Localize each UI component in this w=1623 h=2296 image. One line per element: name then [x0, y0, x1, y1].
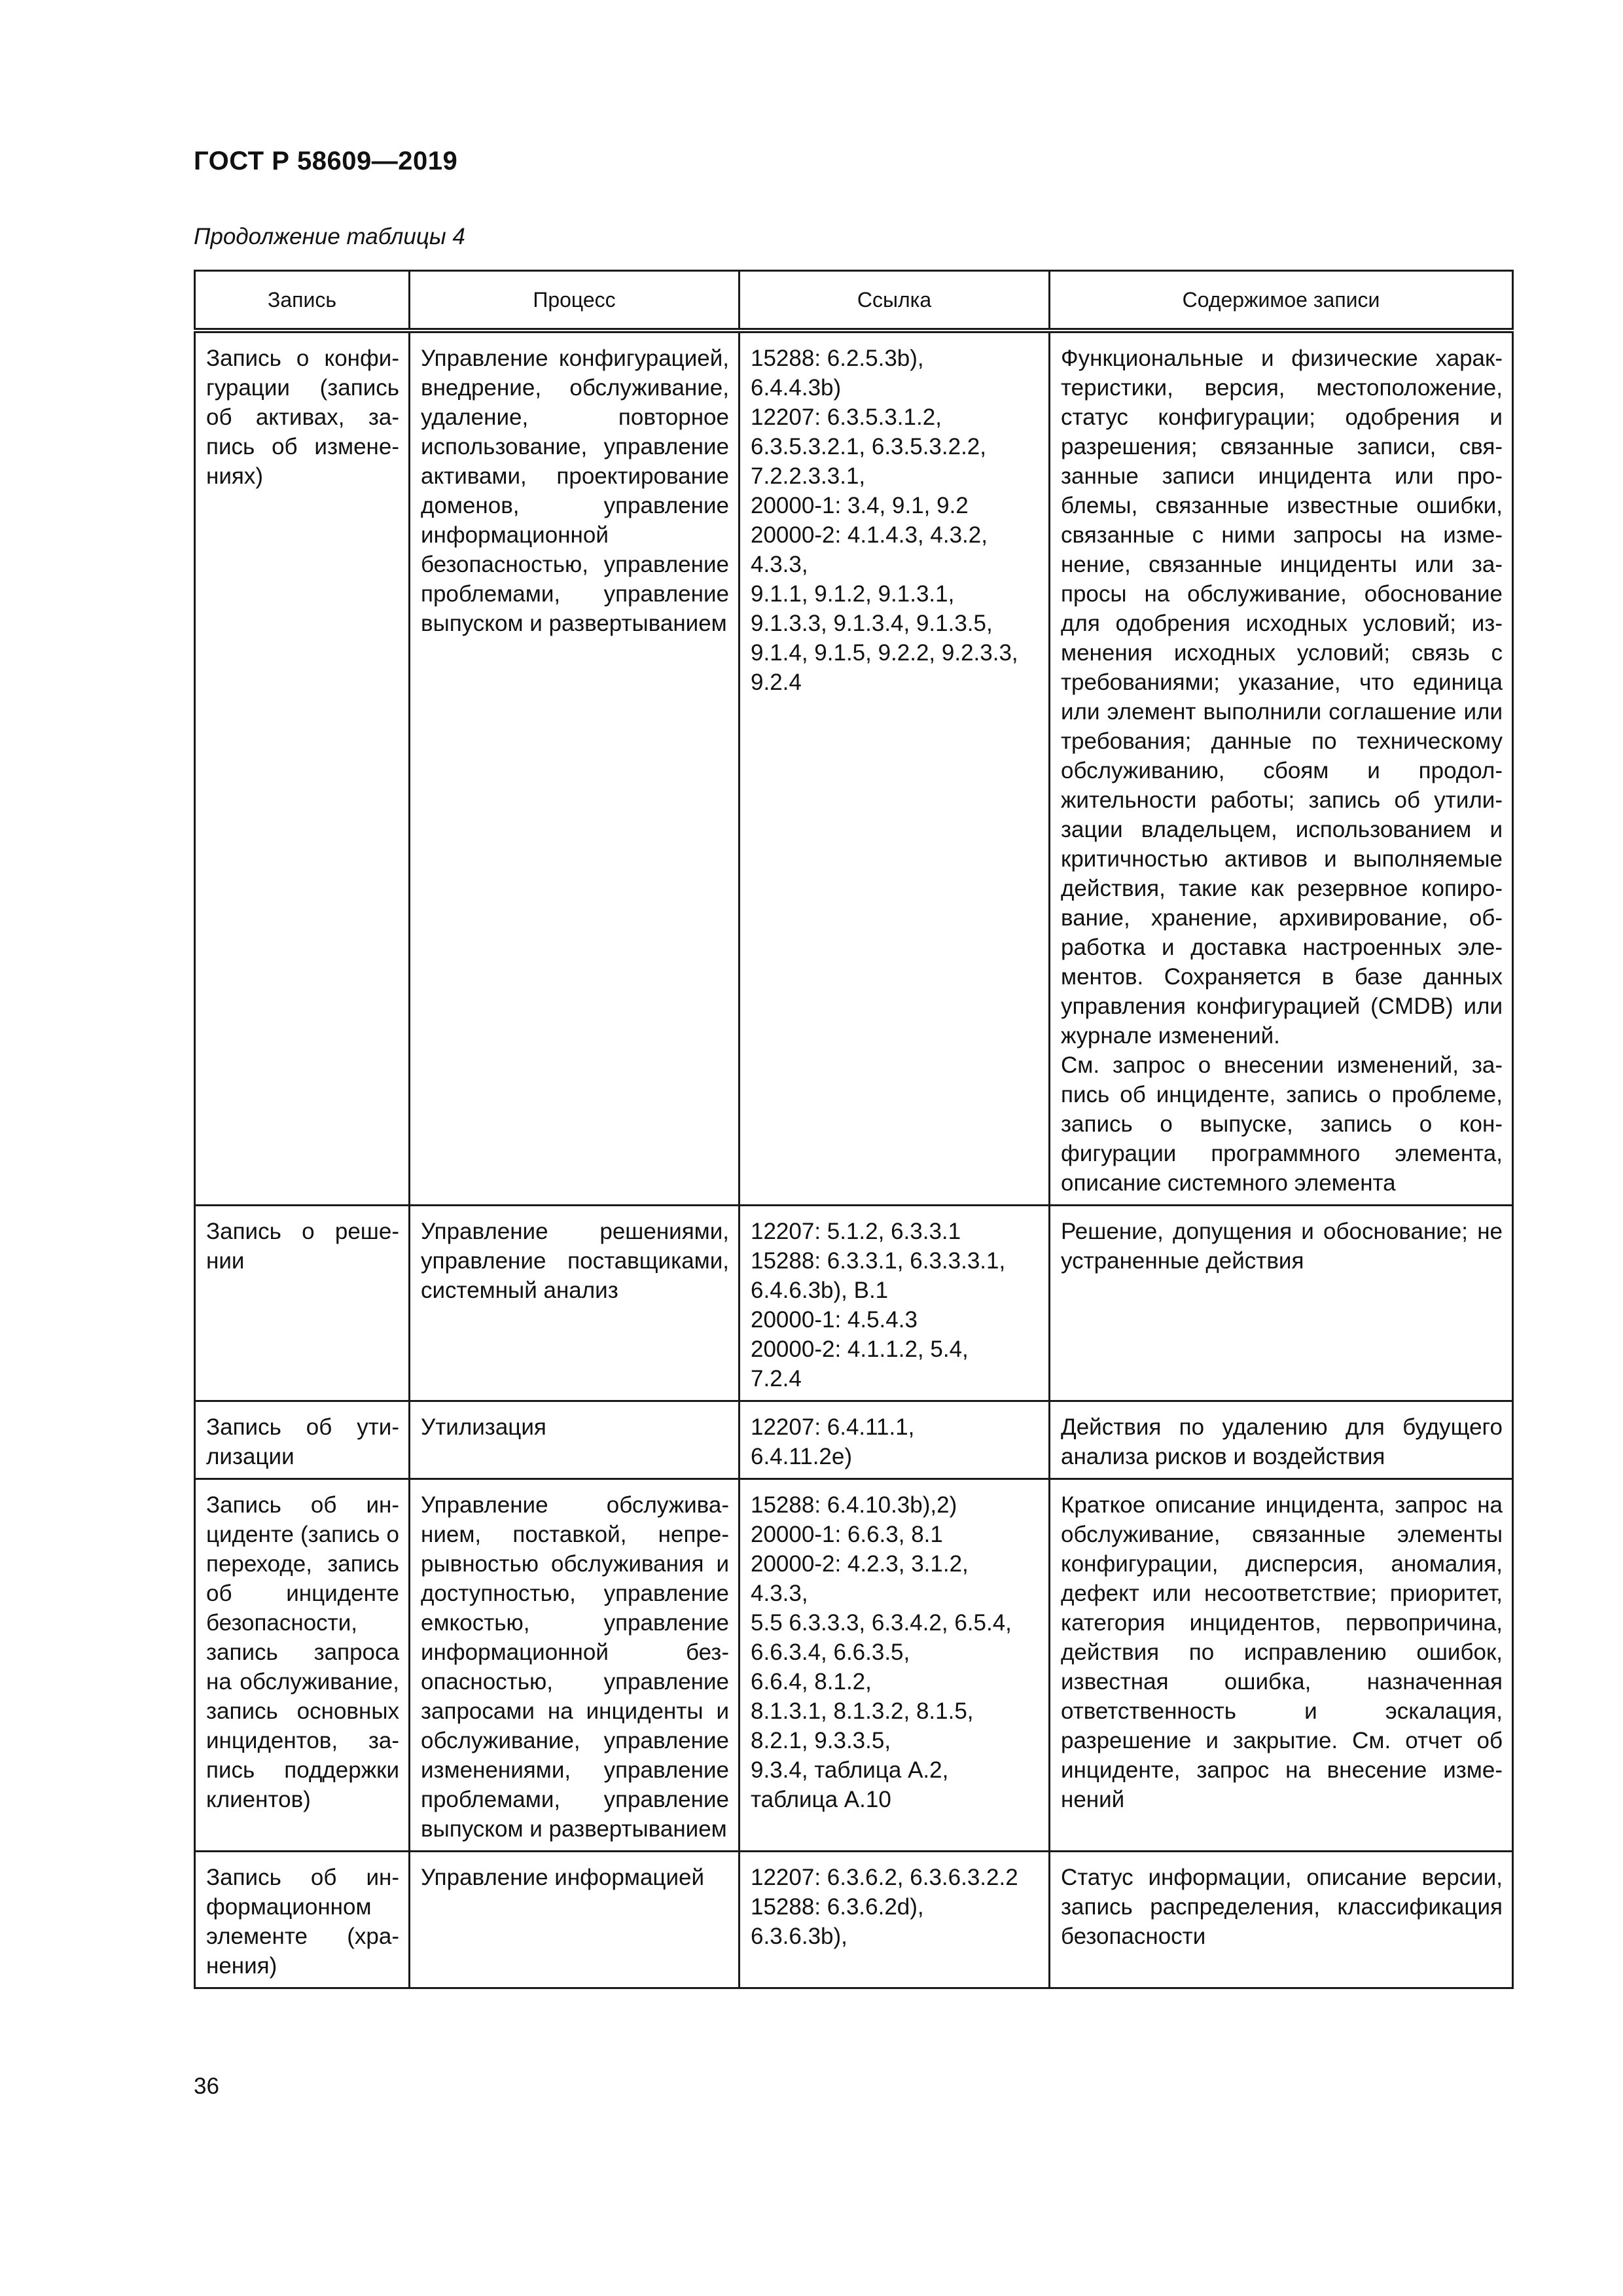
reference-line: 6.6.3.4, 6.6.3.5, [751, 1640, 910, 1665]
process-cell: Управление решениями, управление поставщиками, системный анализ [410, 1206, 740, 1401]
reference-line: 6.4.4.3b) [751, 375, 842, 401]
table-row [195, 331, 1513, 1206]
reference-cell [740, 1206, 1050, 1401]
reference-line: таблица А.10 [751, 1787, 891, 1812]
reference-line: 12207: 6.3.5.3.1.2, [751, 404, 942, 430]
reference-line: 9.1.4, 9.1.5, 9.2.2, 9.2.3.3, [751, 640, 1018, 666]
reference-cell [740, 1401, 1050, 1479]
table-row [195, 1852, 1513, 1988]
standard-id: ГОСТ Р 58609—2019 [194, 147, 458, 175]
reference-line: 9.1.3.3, 9.1.3.4, 9.1.3.5, [751, 611, 993, 636]
process-cell: Управление конфигурацией, внедрение, обслуживание, удаление, повторное использование, управление активами, проектирование доменов, управление информационной безопасностью, управление проблемами, управление выпуском и развертыванием [410, 331, 740, 1206]
reference-line: 9.1.1, 9.1.2, 9.1.3.1, [751, 581, 955, 607]
reference-cell [740, 1852, 1050, 1988]
content-cell: Статус информации, описание версии, запись распределения, классификация безопасности [1050, 1852, 1513, 1988]
reference-line: 4.3.3, [751, 1581, 808, 1606]
table-header-row [195, 271, 1513, 331]
reference-line: 20000-1: 3.4, 9.1, 9.2 [751, 493, 969, 518]
reference-line: 6.4.11.2e) [751, 1444, 853, 1469]
table-caption: Продолжение таблицы 4 [194, 224, 465, 249]
reference-line: 7.2.2.3.3.1, [751, 463, 866, 489]
process-cell: Утилизация [410, 1401, 740, 1479]
table-row [195, 1479, 1513, 1852]
content-cell [1050, 331, 1513, 1206]
reference-line: 6.6.4, 8.1.2, [751, 1669, 872, 1695]
table-row [195, 1401, 1513, 1479]
reference-line: 20000-2: 4.1.4.3, 4.3.2, [751, 522, 988, 548]
reference-line: 6.3.5.3.2.1, 6.3.5.3.2.2, [751, 434, 986, 459]
reference-line: 6.4.6.3b), B.1 [751, 1278, 889, 1303]
reference-line: 15288: 6.2.5.3b), [751, 346, 924, 371]
record-cell: Запись об утилизации [195, 1401, 410, 1479]
reference-line: 5.5 6.3.3.3, 6.3.4.2, 6.5.4, [751, 1610, 1012, 1636]
reference-line: 20000-1: 4.5.4.3 [751, 1307, 918, 1333]
record-cell: Запись о решении [195, 1206, 410, 1401]
record-cell: Запись об информационном элементе (хранения) [195, 1852, 410, 1988]
reference-line: 4.3.3, [751, 552, 808, 577]
reference-line: 9.3.4, таблица А.2, [751, 1757, 949, 1783]
record-cell: Запись об инциденте (запись о переходе, запись об инциденте безопасности, запись запроса на обслуживание, запись основных инцидентов, запись поддержки клиентов) [195, 1479, 410, 1852]
content-cell: Действия по удалению для будущего анализа рисков и воздействия [1050, 1401, 1513, 1479]
reference-line: 15288: 6.3.6.2d), [751, 1894, 924, 1920]
reference-line: 8.1.3.1, 8.1.3.2, 8.1.5, [751, 1698, 974, 1724]
reference-line: 8.2.1, 9.3.3.5, [751, 1728, 891, 1753]
process-cell: Управление информацией [410, 1852, 740, 1988]
reference-line: 9.2.4 [751, 670, 802, 695]
column-header-record: Запись [195, 271, 410, 331]
reference-line: 20000-2: 4.2.3, 3.1.2, [751, 1551, 969, 1577]
reference-line: 15288: 6.4.10.3b),2) [751, 1492, 957, 1518]
reference-line: 12207: 5.1.2, 6.3.3.1 [751, 1219, 961, 1244]
column-header-reference: Ссылка [740, 271, 1050, 331]
reference-line: 20000-2: 4.1.1.2, 5.4, [751, 1336, 969, 1362]
records-table [194, 270, 1514, 1989]
process-cell: Управление обслуживанием, поставкой, непрерывностью обслуживания и доступностью, управление емкостью, управление информационной безопасностью, управление запросами на инциденты и обслуживание, управление изменениями, управление проблемами, управление выпуском и развертыванием [410, 1479, 740, 1852]
record-cell: Запись о конфигурации (запись об активах, запись об изменениях) [195, 331, 410, 1206]
reference-line: 12207: 6.3.6.2, 6.3.6.3.2.2 [751, 1865, 1018, 1890]
column-header-content: Содержимое записи [1050, 271, 1513, 331]
content-cell: Краткое описание инцидента, запрос на обслуживание, связанные элементы конфигурации, дисперсия, аномалия, дефект или несоответствие; приоритет, категория инцидентов, первопричина, действия по исправлению ошибок, известная ошибка, назначенная ответственность и эскалация, разрешение и закрытие. См. отчет об инциденте, запрос на внесение изменений [1050, 1479, 1513, 1852]
reference-line: 7.2.4 [751, 1366, 802, 1391]
content-note: См. запрос о внесении изменений, запись об инциденте, запись о проблеме, запись о выпуске, запись о конфигурации программного элемента, описание системного элемента [1061, 1052, 1503, 1196]
page-number: 36 [194, 2073, 219, 2099]
content-cell: Решение, допущения и обоснование; не устраненные действия [1050, 1206, 1513, 1401]
table-row [195, 1206, 1513, 1401]
column-header-process: Процесс [410, 271, 740, 331]
content-text: Функциональные и физические характеристики, версия, местоположение, статус конфигурации; одобрения и разрешения; связанные записи, связанные записи инцидента или проблемы, связанные известные ошибки, связанные с ними запросы на изменение, связанные инциденты или запросы на обслуживание, обоснование для одобрения исходных условий; изменения исходных условий; связь с требованиями; указание, что единица или элемент выполнили соглашение или требования; данные по техническому обслуживанию, сбоям и продолжительности работы; запись об утилизации владельцем, использованием и критичностью активов и выполняемые действия, такие как резервное копирование, хранение, архивирование, обработка и доставка настроенных элементов. Сохраняется в базе данных управления конфигурацией (CMDB) или журнале изменений. [1061, 346, 1503, 1049]
reference-line: 6.3.6.3b), [751, 1924, 847, 1949]
reference-line: 20000-1: 6.6.3, 8.1 [751, 1522, 943, 1547]
reference-cell [740, 331, 1050, 1206]
reference-line: 15288: 6.3.3.1, 6.3.3.3.1, [751, 1248, 1006, 1274]
reference-line: 12207: 6.4.11.1, [751, 1414, 915, 1440]
reference-cell [740, 1479, 1050, 1852]
